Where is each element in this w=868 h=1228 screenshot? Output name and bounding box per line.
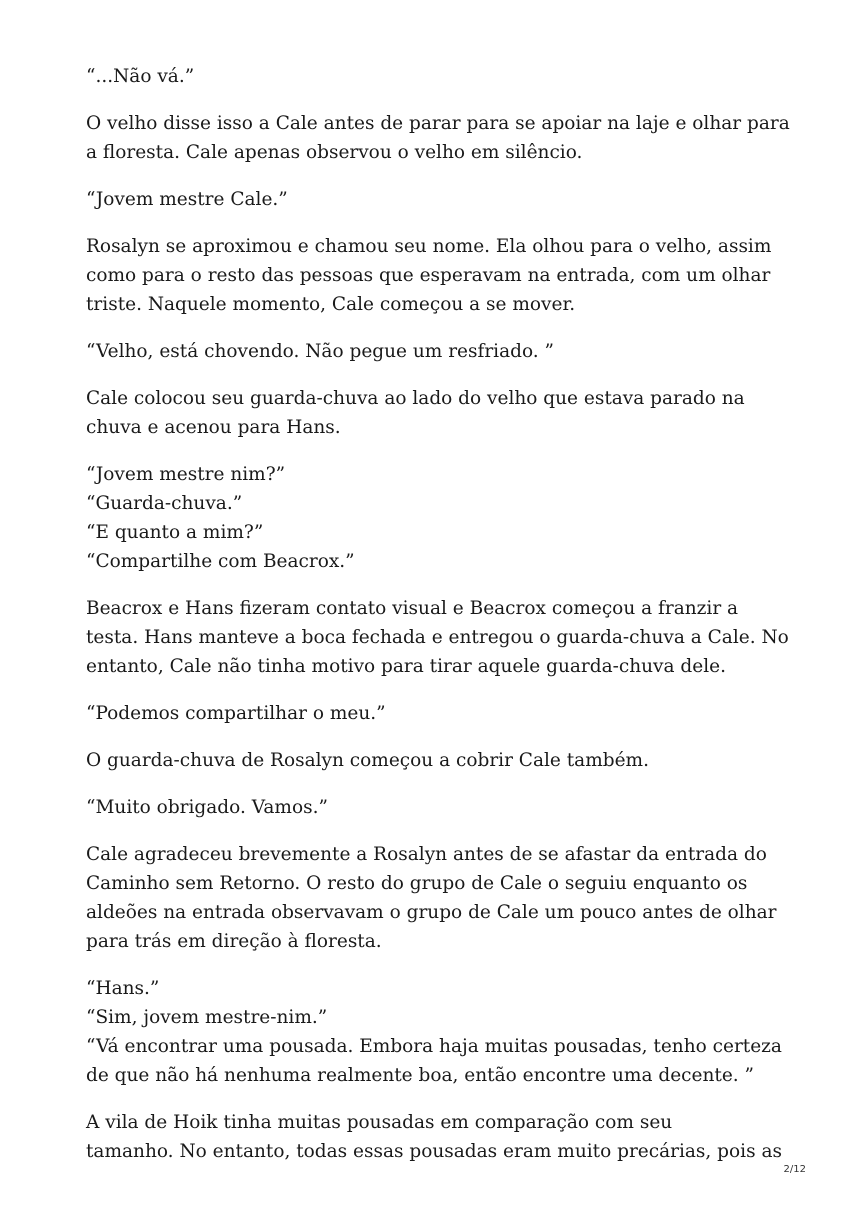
paragraph	[86, 384, 786, 442]
text-line: a floresta. Cale apenas observou o velho em silêncio.	[86, 142, 583, 163]
text-line: chuva e acenou para Hans.	[86, 417, 341, 438]
paragraph	[86, 1108, 786, 1166]
paragraph	[86, 62, 786, 91]
paragraph	[86, 337, 786, 366]
paragraph	[86, 594, 789, 681]
text-line: “Hans.”	[86, 978, 160, 999]
text-line: entanto, Cale não tinha motivo para tirar aquele guarda-chuva dele.	[86, 656, 726, 677]
text-line: “Velho, está chovendo. Não pegue um resfriado. ”	[86, 341, 554, 362]
text-line: Caminho sem Retorno. O resto do grupo de Cale o seguiu enquanto os	[86, 873, 748, 894]
page-number: 2/12	[783, 1164, 806, 1175]
text-line: “Podemos compartilhar o meu.”	[86, 703, 386, 724]
text-line: Cale agradeceu brevemente a Rosalyn antes de se afastar da entrada do	[86, 844, 767, 865]
text-line: “Vá encontrar uma pousada. Embora haja muitas pousadas, tenho certeza	[86, 1036, 782, 1057]
text-line: O guarda-chuva de Rosalyn começou a cobrir Cale também.	[86, 750, 649, 771]
document-body	[86, 62, 790, 1184]
text-line: “Sim, jovem mestre-nim.”	[86, 1007, 328, 1028]
paragraph	[86, 109, 790, 167]
text-line: como para o resto das pessoas que esperavam na entrada, com um olhar	[86, 265, 771, 286]
text-line: “Muito obrigado. Vamos.”	[86, 797, 328, 818]
text-line: Cale colocou seu guarda-chuva ao lado do velho que estava parado na	[86, 388, 745, 409]
text-line: Beacrox e Hans fizeram contato visual e Beacrox começou a franzir a	[86, 598, 739, 619]
text-line: “...Não vá.”	[86, 66, 195, 87]
text-line: tamanho. No entanto, todas essas pousadas eram muito precárias, pois as	[86, 1141, 782, 1162]
text-line: “Jovem mestre nim?”	[86, 464, 286, 485]
text-line: “Guarda-chuva.”	[86, 493, 243, 514]
paragraph	[86, 793, 786, 822]
text-line: O velho disse isso a Cale antes de parar para se apoiar na laje e olhar para	[86, 113, 790, 134]
text-line: “Compartilhe com Beacrox.”	[86, 551, 355, 572]
text-line: “Jovem mestre Cale.”	[86, 189, 288, 210]
paragraph	[86, 699, 786, 728]
text-line: triste. Naquele momento, Cale começou a se mover.	[86, 294, 576, 315]
paragraph	[86, 460, 786, 576]
paragraph	[86, 185, 786, 214]
paragraph	[86, 746, 786, 775]
paragraph	[86, 974, 786, 1090]
text-line: para trás em direção à floresta.	[86, 931, 382, 952]
text-line: Rosalyn se aproximou e chamou seu nome. Ela olhou para o velho, assim	[86, 236, 772, 257]
text-line: de que não há nenhuma realmente boa, então encontre uma decente. ”	[86, 1065, 754, 1086]
paragraph	[86, 840, 786, 956]
text-line: testa. Hans manteve a boca fechada e entregou o guarda-chuva a Cale. No	[86, 627, 789, 648]
paragraph	[86, 232, 786, 319]
text-line: A vila de Hoik tinha muitas pousadas em comparação com seu	[86, 1112, 673, 1133]
text-line: “E quanto a mim?”	[86, 522, 264, 543]
text-line: aldeões na entrada observavam o grupo de Cale um pouco antes de olhar	[86, 902, 777, 923]
